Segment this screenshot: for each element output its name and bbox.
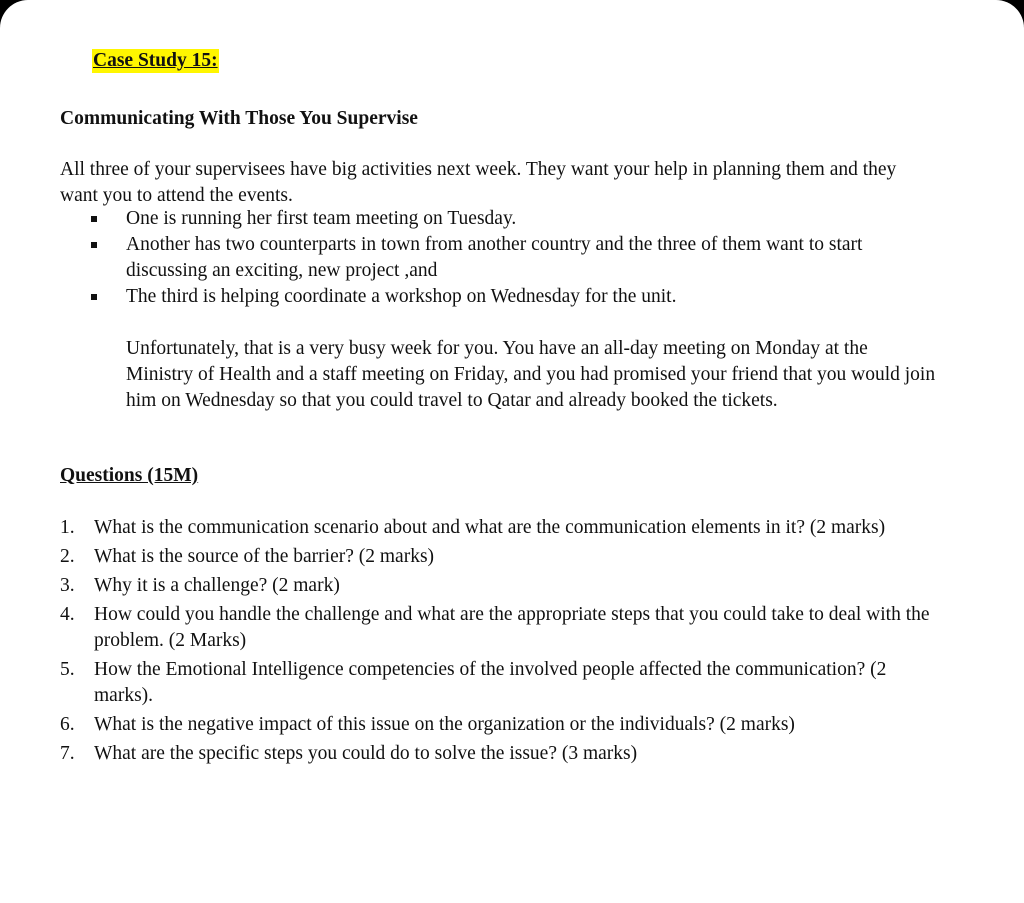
questions-heading: Questions (15M) [60, 465, 199, 486]
question-number: 3. [60, 575, 75, 596]
question-text: What is the communication scenario about and what are the communication elements in it? (2 marks) [94, 517, 886, 538]
question-text: How the Emotional Intelligence competencies of the involved people affected the communication? (2 marks). [94, 659, 887, 706]
bullet-item: Another has two counterparts in town from another country and the three of them want to start discussing an exciting, new project ,and [126, 232, 946, 284]
question-item [60, 741, 940, 767]
question-number: 5. [60, 659, 75, 680]
question-number: 6. [60, 714, 75, 735]
question-text: What is the source of the barrier? (2 marks) [94, 546, 435, 567]
activities-bullet-list [126, 206, 946, 310]
question-number: 4. [60, 604, 75, 625]
document-subtitle: Communicating With Those You Supervise [60, 108, 418, 129]
bullet-item: The third is helping coordinate a workshop on Wednesday for the unit. [126, 284, 946, 310]
question-item [60, 544, 940, 570]
question-text: What is the negative impact of this issue on the organization or the individuals? (2 marks) [94, 714, 795, 735]
bullet-item: One is running her first team meeting on Tuesday. [126, 206, 946, 232]
questions-list [60, 515, 940, 770]
context-paragraph: Unfortunately, that is a very busy week for you. You have an all-day meeting on Monday at the Ministry of Health and a staff meeting on Friday, and you had promised your friend that you would join him on Wednesday so that you could travel to Qatar and already booked the tickets. [126, 338, 936, 411]
question-text: How could you handle the challenge and what are the appropriate steps that you could take to deal with the problem. (2 Marks) [94, 604, 930, 651]
question-number: 1. [60, 517, 75, 538]
question-item [60, 573, 940, 599]
question-item [60, 515, 940, 541]
intro-paragraph: All three of your supervisees have big activities next week. They want your help in planning them and they want you to attend the events. [60, 159, 897, 206]
question-text: Why it is a challenge? (2 mark) [94, 575, 340, 596]
case-study-title: Case Study 15: [93, 50, 218, 71]
question-item [60, 712, 940, 738]
question-number: 7. [60, 743, 75, 764]
question-number: 2. [60, 546, 75, 567]
question-item [60, 657, 940, 709]
question-item [60, 602, 940, 654]
question-text: What are the specific steps you could do to solve the issue? (3 marks) [94, 743, 638, 764]
